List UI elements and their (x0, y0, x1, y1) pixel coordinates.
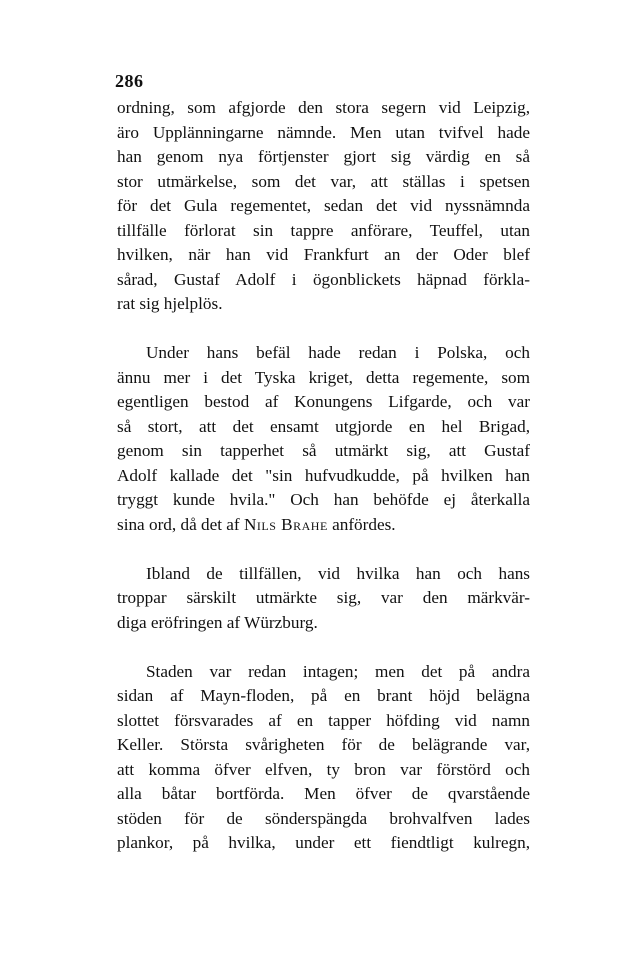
paragraph-3 (117, 562, 530, 636)
page-number: 286 (115, 71, 144, 91)
text-segment: sina ord, då det af (117, 514, 244, 534)
text-line: ordning, som afgjorde den stora segern vid Leipzig, (117, 98, 530, 117)
text-line: slottet försvarades af en tapper höfding vid namn (117, 710, 530, 730)
text-line: Staden var redan intagen; men det på andra (146, 661, 530, 681)
text-line: plankor, på hvilka, under ett fiendtligt kulregn, (117, 833, 530, 852)
text-line: han genom nya förtjenster gjort sig värdig en så (117, 147, 530, 166)
text-segment: anfördes. (327, 514, 396, 534)
text-line: för det Gula regementet, sedan det vid nyssnämnda (117, 196, 530, 215)
text-line: tillfälle förlorat sin tappre anförare, Teuffel, utan (117, 220, 530, 240)
text-line: sidan af Mayn-floden, på en brant höjd belägna (117, 686, 530, 705)
text-line: troppar särskilt utmärkte sig, var den märkvär- (117, 588, 530, 607)
text-line: hvilken, när han vid Frankfurt an der Oder blef (117, 245, 530, 264)
text-line: diga eröfringen af Würzburg. (117, 612, 318, 632)
text-line: Adolf kallade det "sin hufvudkudde, på hvilken han (117, 465, 530, 485)
text-line: sårad, Gustaf Adolf i ögonblickets häpnad förkla- (117, 269, 530, 289)
paragraph-2 (117, 341, 530, 537)
text-line: stöden för de sönderspängda brohvalfven lades (117, 808, 530, 828)
text-line: äro Upplänningarne nämnde. Men utan tvifvel hade (117, 122, 530, 142)
body-text (117, 96, 530, 856)
paragraph-4 (117, 660, 530, 856)
text-line: egentligen bestod af Konungens Lifgarde, och var (117, 392, 530, 411)
text-line (117, 513, 530, 538)
text-line: Keller. Största svårigheten för de belägrande var, (117, 735, 530, 754)
person-name: Nils Brahe (243, 514, 328, 534)
text-line: stor utmärkelse, som det var, att ställas i spetsen (117, 171, 530, 191)
text-line: Under hans befäl hade redan i Polska, och (146, 343, 530, 362)
text-line: ännu mer i det Tyska kriget, detta regemente, som (117, 367, 530, 387)
text-line: alla båtar bortförda. Men öfver de qvarstående (117, 784, 530, 803)
paragraph-1 (117, 96, 530, 317)
text-line: tryggt kunde hvila." Och han behöfde ej återkalla (117, 490, 530, 509)
text-line: genom sin tapperhet så utmärkt sig, att Gustaf (117, 441, 530, 460)
text-line: så stort, att det ensamt utgjorde en hel Brigad, (117, 416, 530, 436)
text-line: Ibland de tillfällen, vid hvilka han och hans (146, 563, 530, 583)
text-line: att komma öfver elfven, ty bron var förstörd och (117, 759, 530, 779)
text-line: rat sig hjelplös. (117, 294, 223, 313)
